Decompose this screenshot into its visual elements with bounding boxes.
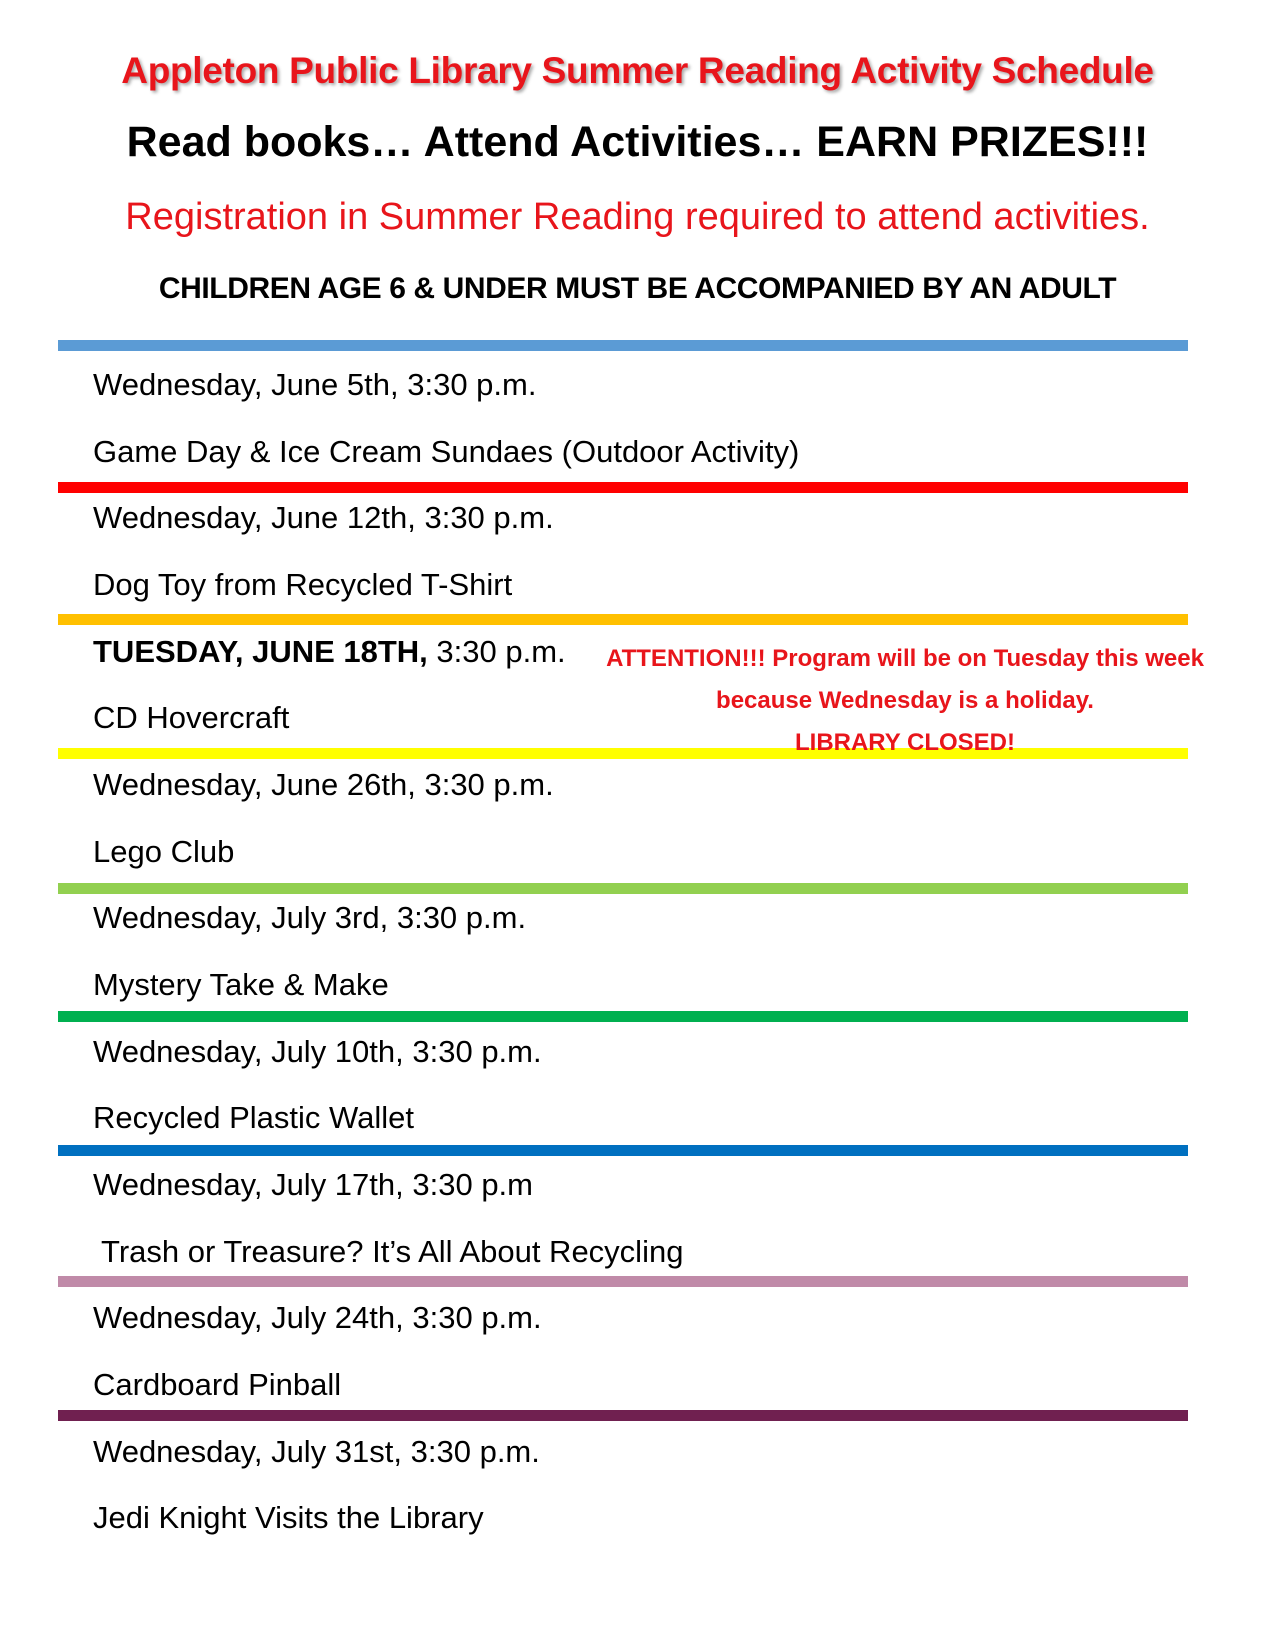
event-activity: Jedi Knight Visits the Library (93, 1500, 484, 1535)
separator-rule (58, 1011, 1188, 1022)
event-activity: Mystery Take & Make (93, 967, 389, 1002)
separator-rule (58, 1145, 1188, 1156)
event-activity: Dog Toy from Recycled T-Shirt (93, 567, 513, 602)
event-date (93, 634, 566, 670)
tagline: Read books… Attend Activities… EARN PRIZES!!! (126, 118, 1149, 166)
event-activity: Game Day & Ice Cream Sundaes (Outdoor Activity) (93, 434, 800, 469)
event-activity: Lego Club (93, 834, 235, 869)
separator-rule (58, 482, 1188, 493)
registration-notice: Registration in Summer Reading required to attend activities. (125, 196, 1150, 238)
event-activity: Recycled Plastic Wallet (93, 1100, 415, 1135)
attention-line: because Wednesday is a holiday. (716, 687, 1094, 714)
event-activity: CD Hovercraft (93, 700, 290, 735)
event-date: Wednesday, July 10th, 3:30 p.m. (93, 1034, 542, 1069)
separator-rule (58, 883, 1188, 894)
event-date: Wednesday, July 31st, 3:30 p.m. (93, 1434, 540, 1469)
attention-line: LIBRARY CLOSED! (794, 729, 1015, 756)
event-date: Wednesday, June 26th, 3:30 p.m. (93, 767, 554, 802)
children-notice: CHILDREN AGE 6 & UNDER MUST BE ACCOMPANIED BY AN ADULT (158, 272, 1117, 305)
event-date: Wednesday, July 17th, 3:30 p.m (93, 1167, 533, 1202)
event-activity: Cardboard Pinball (93, 1367, 342, 1402)
event-date-time: 3:30 p.m. (427, 634, 566, 669)
separator-rule (58, 1410, 1188, 1421)
attention-line: ATTENTION!!! Program will be on Tuesday this week (606, 645, 1204, 672)
separator-rule (58, 1276, 1188, 1287)
event-date: Wednesday, July 24th, 3:30 p.m. (93, 1300, 542, 1335)
separator-rule (58, 614, 1188, 625)
event-date-bold: TUESDAY, JUNE 18TH, (93, 634, 428, 669)
event-activity: Trash or Treasure? It’s All About Recycling (93, 1234, 684, 1269)
separator-rule (58, 340, 1188, 351)
attention-note (585, 638, 1225, 764)
page-title: Appleton Public Library Summer Reading Activity Schedule (121, 50, 1154, 91)
event-date: Wednesday, July 3rd, 3:30 p.m. (93, 900, 527, 935)
event-date: Wednesday, June 5th, 3:30 p.m. (93, 367, 537, 402)
event-date: Wednesday, June 12th, 3:30 p.m. (93, 500, 554, 535)
